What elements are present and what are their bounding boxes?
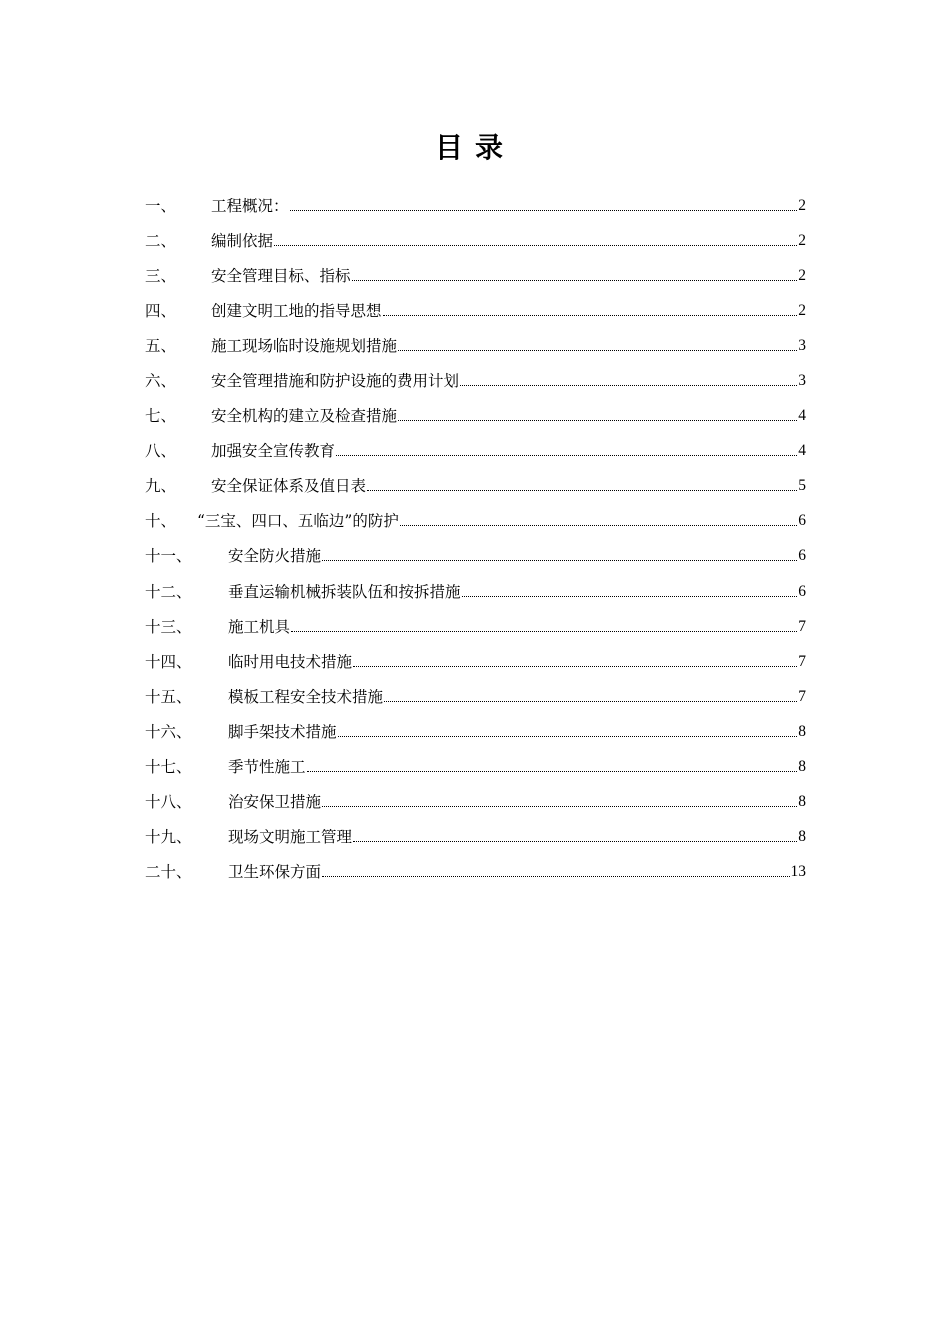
toc-entry-label: 卫生环保方面 bbox=[228, 863, 322, 882]
toc-entry-number: 一、 bbox=[145, 196, 177, 215]
toc-entry-number: 十九、 bbox=[145, 828, 192, 847]
toc-entry-number: 八、 bbox=[145, 442, 177, 461]
toc-entry-label: 施工机具 bbox=[228, 617, 291, 636]
toc-dot-leader bbox=[367, 490, 797, 491]
toc-entry-page: 3 bbox=[798, 336, 806, 354]
toc-entry-number: 十六、 bbox=[145, 722, 192, 741]
toc-entry[interactable] bbox=[145, 750, 806, 785]
toc-entry[interactable] bbox=[145, 188, 806, 223]
toc-list bbox=[145, 188, 806, 890]
toc-entry-page: 7 bbox=[798, 617, 806, 635]
toc-dot-leader bbox=[460, 385, 797, 386]
toc-dot-leader bbox=[274, 245, 797, 246]
toc-entry-label: 垂直运输机械拆装队伍和按拆措施 bbox=[228, 582, 461, 601]
toc-entry-label: “三宝、四口、五临边”的防护 bbox=[197, 512, 399, 531]
toc-entry-page: 6 bbox=[798, 547, 806, 565]
toc-entry-label: 施工现场临时设施规划措施 bbox=[211, 336, 398, 355]
toc-entry-label: 季节性施工 bbox=[228, 758, 306, 777]
toc-entry[interactable] bbox=[145, 855, 806, 890]
toc-entry[interactable] bbox=[145, 293, 806, 328]
toc-entry-number: 十四、 bbox=[145, 652, 192, 671]
toc-entry-page: 13 bbox=[790, 863, 806, 881]
toc-entry[interactable] bbox=[145, 504, 806, 539]
toc-entry[interactable] bbox=[145, 785, 806, 820]
toc-entry[interactable] bbox=[145, 328, 806, 363]
toc-entry-label: 安全保证体系及值日表 bbox=[211, 477, 367, 496]
toc-entry-number: 十五、 bbox=[145, 687, 192, 706]
toc-entry-page: 2 bbox=[798, 301, 806, 319]
toc-dot-leader bbox=[352, 280, 798, 281]
toc-entry-number: 六、 bbox=[145, 372, 177, 391]
toc-entry-page: 4 bbox=[798, 442, 806, 460]
toc-entry-number: 十三、 bbox=[145, 617, 192, 636]
toc-dot-leader bbox=[462, 596, 798, 597]
toc-entry[interactable] bbox=[145, 363, 806, 398]
toc-entry-label: 安全管理措施和防护设施的费用计划 bbox=[211, 372, 460, 391]
toc-entry-label: 安全机构的建立及检查措施 bbox=[211, 407, 398, 426]
toc-entry-page: 2 bbox=[798, 266, 806, 284]
toc-entry-page: 3 bbox=[798, 372, 806, 390]
toc-dot-leader bbox=[398, 420, 797, 421]
toc-entry-number: 十八、 bbox=[145, 793, 192, 812]
toc-entry-number: 二十、 bbox=[145, 863, 192, 882]
toc-entry-page: 6 bbox=[798, 582, 806, 600]
toc-entry-page: 8 bbox=[798, 828, 806, 846]
toc-dot-leader bbox=[322, 560, 797, 561]
toc-entry-label: 安全防火措施 bbox=[228, 547, 322, 566]
toc-dot-leader bbox=[400, 525, 797, 526]
toc-dot-leader bbox=[383, 315, 798, 316]
toc-entry[interactable] bbox=[145, 609, 806, 644]
toc-entry-number: 十二、 bbox=[145, 582, 192, 601]
toc-entry[interactable] bbox=[145, 223, 806, 258]
toc-entry-number: 五、 bbox=[145, 336, 177, 355]
toc-entry-label: 创建文明工地的指导思想 bbox=[211, 301, 382, 320]
toc-entry-label: 现场文明施工管理 bbox=[228, 828, 353, 847]
toc-entry-label: 加强安全宣传教育 bbox=[211, 442, 336, 461]
toc-entry-number: 十一、 bbox=[145, 547, 192, 566]
toc-entry-label: 模板工程安全技术措施 bbox=[228, 687, 384, 706]
toc-entry[interactable] bbox=[145, 434, 806, 469]
toc-entry[interactable] bbox=[145, 644, 806, 679]
toc-entry[interactable] bbox=[145, 820, 806, 855]
toc-entry-label: 安全管理目标、指标 bbox=[211, 266, 351, 285]
toc-entry-page: 2 bbox=[798, 231, 806, 249]
toc-entry-page: 8 bbox=[798, 793, 806, 811]
toc-entry[interactable] bbox=[145, 679, 806, 714]
toc-entry-page: 4 bbox=[798, 407, 806, 425]
toc-entry-number: 十七、 bbox=[145, 758, 192, 777]
toc-entry[interactable] bbox=[145, 714, 806, 749]
toc-entry-label: 编制依据 bbox=[211, 231, 274, 250]
toc-dot-leader bbox=[336, 455, 797, 456]
toc-entry-page: 2 bbox=[798, 196, 806, 214]
toc-entry-label: 治安保卫措施 bbox=[228, 793, 322, 812]
toc-entry[interactable] bbox=[145, 399, 806, 434]
toc-entry-label: 临时用电技术措施 bbox=[228, 652, 353, 671]
toc-dot-leader bbox=[307, 771, 798, 772]
toc-entry-page: 8 bbox=[798, 722, 806, 740]
toc-entry-number: 二、 bbox=[145, 231, 177, 250]
toc-entry-page: 8 bbox=[798, 758, 806, 776]
toc-entry-page: 6 bbox=[798, 512, 806, 530]
toc-entry-number: 四、 bbox=[145, 301, 177, 320]
toc-dot-leader bbox=[353, 841, 797, 842]
toc-entry[interactable] bbox=[145, 574, 806, 609]
toc-entry-number: 十、 bbox=[145, 512, 177, 531]
toc-dot-leader bbox=[322, 806, 797, 807]
toc-entry[interactable] bbox=[145, 539, 806, 574]
toc-entry-number: 七、 bbox=[145, 407, 177, 426]
toc-entry-page: 7 bbox=[798, 652, 806, 670]
toc-entry-page: 5 bbox=[798, 477, 806, 495]
toc-dot-leader bbox=[353, 666, 797, 667]
toc-dot-leader bbox=[322, 876, 789, 877]
toc-entry[interactable] bbox=[145, 258, 806, 293]
toc-title: 目录 bbox=[434, 131, 515, 164]
toc-dot-leader bbox=[398, 350, 797, 351]
toc-dot-leader bbox=[338, 736, 798, 737]
toc-entry[interactable] bbox=[145, 469, 806, 504]
toc-entry-number: 九、 bbox=[145, 477, 177, 496]
toc-entry-number: 三、 bbox=[145, 266, 177, 285]
toc-dot-leader bbox=[291, 631, 797, 632]
toc-entry-label: 工程概况： bbox=[211, 196, 289, 215]
toc-dot-leader bbox=[384, 701, 797, 702]
toc-entry-label: 脚手架技术措施 bbox=[228, 722, 337, 741]
toc-entry-page: 7 bbox=[798, 687, 806, 705]
toc-dot-leader bbox=[290, 210, 798, 211]
